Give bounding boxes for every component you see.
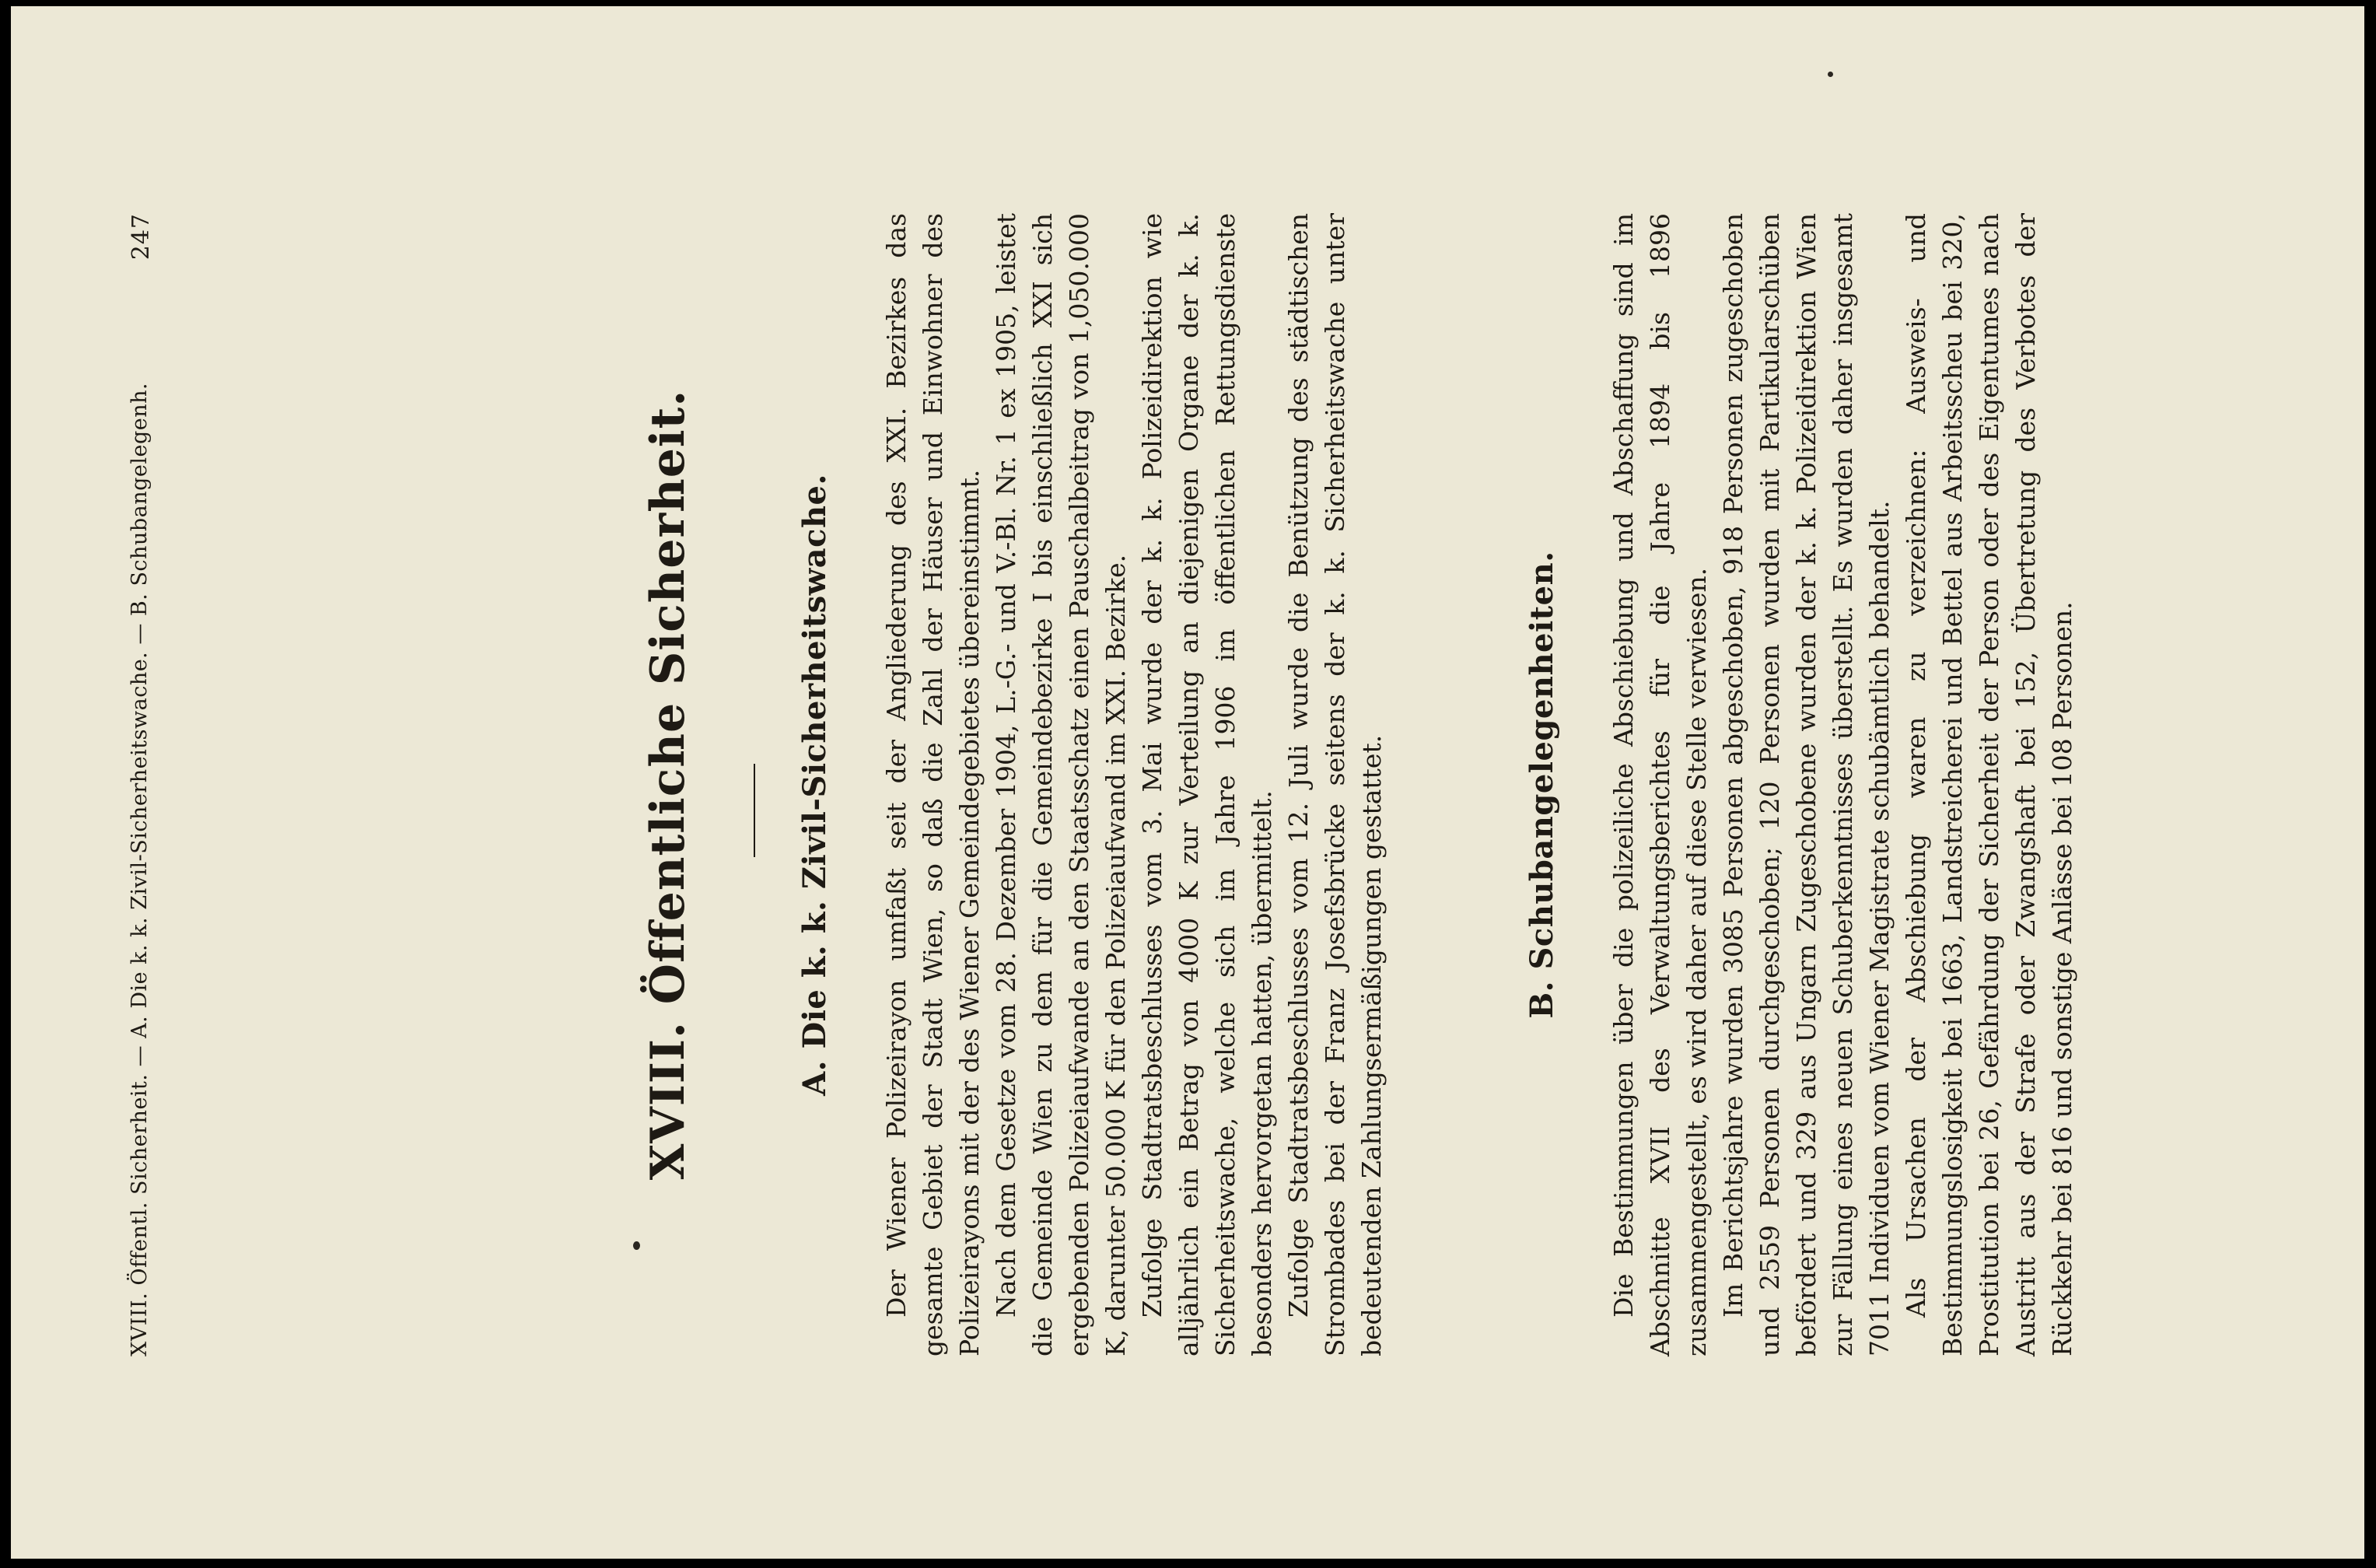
section-b-heading: B. Schubangelegenheiten. bbox=[1524, 551, 1560, 1019]
section-a-body bbox=[878, 213, 1390, 1356]
paragraph: Zufolge Stadtratsbeschlusses vom 12. Juli wurde die Benützung des städtischen Strombades bei der Franz Josefsbrücke seitens der k. k. Sicherheitswache unter bedeutenden Zahlungsermäßigungen gestattet. bbox=[1283, 213, 1387, 1356]
section-b-body bbox=[1605, 213, 2080, 1356]
title-divider bbox=[754, 764, 755, 857]
rotated-page-content bbox=[11, 6, 2364, 1559]
paragraph: Der Wiener Polizeirayon umfaßt seit der Angliederung des XXI. Bezirkes das gesamte Gebiet der Stadt Wien, so daß die Zahl der Häuser und Einwohner des Polizeirayons mit der des Wiener Gemeindegebietes übereinstimmt. bbox=[881, 213, 985, 1356]
paragraph: Zufolge Stadtratsbeschlusses vom 3. Mai wurde der k. k. Polizeidirektion wie alljährlich ein Betrag von 4000 K zur Verteilung an diejenigen Organe der k. k. Sicherheitswache, welche sich im Jahre 1906 im öffentlichen Rettungsdienste besonders hervorgetan hatten, übermittelt. bbox=[1137, 213, 1277, 1356]
paragraph: Nach dem Gesetze vom 28. Dezember 1904, L.-G.- und V.-Bl. Nr. 1 ex 1905, leistet die Gemeinde Wien zu dem für die Gemeindebezirke I bis einschließlich XXI sich ergebenden Polizeiaufwande an den Staatsschatz einen Pauschalbeitrag von 1,050.000 K, darunter 50.000 K für den Polizeiaufwand im XXI. Bezirke. bbox=[991, 213, 1131, 1356]
paragraph: Die Bestimmungen über die polizeiliche Abschiebung und Abschaffung sind im Abschnitte XVII des Verwaltungsberichtes für die Jahre 1894 bis 1896 zusammengestellt, es wird daher auf diese Stelle verwiesen. bbox=[1608, 213, 1712, 1356]
page-number: 247 bbox=[128, 213, 155, 261]
running-head bbox=[128, 213, 155, 1356]
paragraph: Im Berichtsjahre wurden 3085 Personen abgeschoben, 918 Personen zugeschoben und 2559 Personen durchgeschoben; 120 Personen wurden mit Partikularschüben befördert und 329 aus Ungarn Zugeschobene wurden der k. k. Polizeidirektion Wien zur Fällung eines neuen Schuberkenntnisses überstellt. Es wurden daher insgesamt 7011 Individuen vom Wiener Magistrate schubämtlich behandelt. bbox=[1718, 213, 1895, 1356]
section-a-heading: A. Die k. k. Zivil-Sicherheitswache. bbox=[796, 474, 833, 1096]
running-head-text: XVIII. Öffentl. Sicherheit. — A. Die k. k. Zivil-Sicherheitswache. — B. Schubangelegenh. bbox=[128, 382, 152, 1356]
chapter-title: XVIII. Öffentliche Sicherheit. bbox=[641, 389, 695, 1181]
paragraph: Als Ursachen der Abschiebung waren zu verzeichnen: Ausweis- und Bestimmungslosigkeit bei 1663, Landstreicherei und Bettel aus Arbeitsscheu bei 320, Prostitution bei 26, Gefährdung der Sicherheit der Person oder des Eigentumes nach Austritt aus der Strafe oder Zwangshaft bei 152, Übertretung des Verbotes der Rückkehr bei 816 und sonstige Anlässe bei 108 Personen. bbox=[1901, 213, 2077, 1356]
paper-sheet bbox=[11, 6, 2364, 1559]
